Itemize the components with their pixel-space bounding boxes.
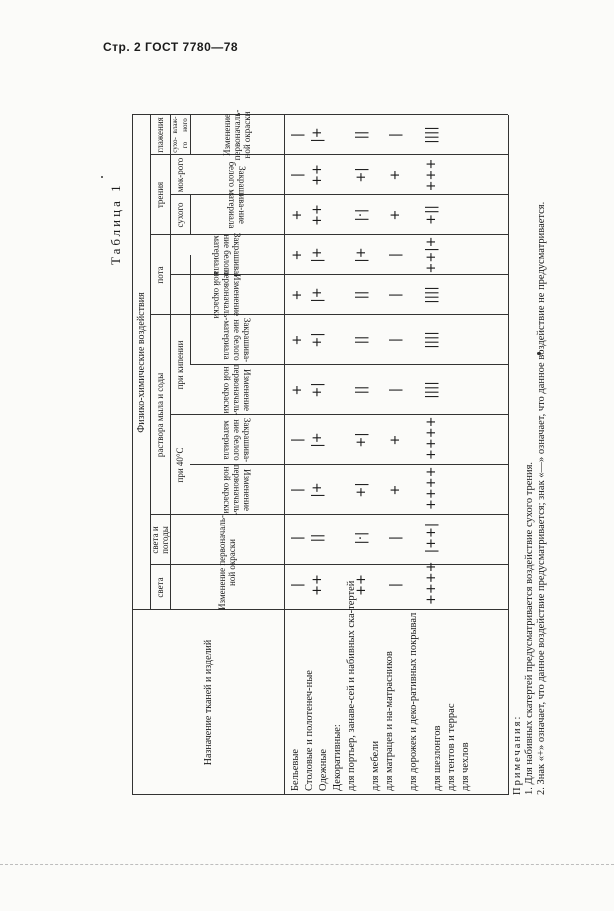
value-cell: |++|	[424, 522, 439, 554]
note-1: 1. Для набивных скатертей предусматривается воздействие сухого трения.	[524, 461, 535, 795]
row-name: Бельевые	[290, 748, 301, 791]
value-cell: +	[290, 249, 305, 261]
header-40: при 40°С	[175, 447, 185, 483]
value-cell: ||||	[424, 286, 439, 304]
value-cell: +|	[354, 167, 369, 183]
header-rub-wet: мок-рого	[175, 157, 185, 193]
value-cell: ++	[354, 574, 369, 596]
header-iron: глажения	[155, 117, 165, 153]
value-cell: +|	[354, 432, 369, 448]
value-cell: |	[388, 387, 403, 393]
value-cell: +	[290, 384, 305, 396]
speck	[101, 176, 103, 178]
header-rub-stain: Закрашива-ние белого материала	[227, 161, 247, 229]
header-40-stain: Закрашива-ние белого материала	[222, 417, 252, 463]
value-cell: ++|+	[424, 236, 439, 274]
value-cell: ||	[354, 130, 369, 140]
value-cell: +++	[424, 158, 439, 192]
value-cell: |	[290, 437, 305, 443]
row-name: Декоративные:	[332, 724, 343, 791]
value-cell: ++++	[424, 561, 439, 605]
table-title: Таблица 1	[108, 182, 123, 265]
header-boil-stain: Закрашива-ние белого материала	[222, 317, 252, 363]
value-cell: +	[388, 209, 403, 221]
value-cell: ||	[354, 290, 369, 300]
value-cell: ||	[310, 533, 325, 543]
value-cell: +|	[310, 332, 325, 348]
page-header: Стр. 2 ГОСТ 7780—78	[103, 40, 239, 54]
row-name: Одежные	[318, 748, 329, 791]
value-cell: ++	[310, 574, 325, 596]
header-boil-change: Изменение первоначаль-ной окраски	[222, 364, 252, 416]
value-cell: ++++	[424, 416, 439, 460]
header-physchem: Физико-химические воздействия	[135, 292, 147, 433]
value-cell: ++++	[424, 466, 439, 510]
header-sweat-stain: Закрашива-ние белого материала	[212, 232, 242, 278]
value-cell: |	[388, 292, 403, 298]
value-cell: |	[290, 132, 305, 138]
value-cell: |·|	[354, 531, 369, 545]
row-name: для портьер, занаве-сей и набивных ска-тертей	[346, 580, 357, 791]
value-cell: ||	[354, 385, 369, 395]
rotated-table-block	[108, 109, 547, 795]
data-table	[132, 109, 508, 795]
value-cell: |+	[354, 247, 369, 263]
notes-title: Примечания:	[512, 714, 523, 795]
value-cell: |	[388, 132, 403, 138]
value-cell: +|	[310, 382, 325, 398]
row-name: для шезлонгов	[432, 725, 443, 791]
row-name: Столовые и полотенеч-ные	[304, 670, 315, 791]
value-cell: |+	[310, 482, 325, 498]
row-name: для мебели	[370, 740, 381, 791]
value-cell: ++	[310, 164, 325, 186]
value-cell: +	[290, 289, 305, 301]
row-name: для чехлов	[460, 742, 471, 791]
header-light-weather: света и погоды	[150, 526, 170, 554]
value-cell: +	[388, 434, 403, 446]
row-name: для матрацев и на-матрасников	[384, 651, 395, 791]
header-iron-change: Изменение первоначаль-ной окраски	[222, 109, 252, 161]
value-cell: ++	[310, 204, 325, 226]
value-cell: ||	[354, 335, 369, 345]
value-cell: |	[388, 535, 403, 541]
frame-bottom	[508, 115, 509, 795]
notes-block	[512, 115, 548, 795]
value-cell: |	[290, 487, 305, 493]
header-boil: при кипении	[175, 340, 185, 390]
value-cell: +	[290, 334, 305, 346]
value-cell: +|	[354, 482, 369, 498]
header-iron-dry: сухо-го	[171, 137, 189, 153]
value-cell: |·|	[354, 208, 369, 222]
value-cell: +||	[424, 205, 439, 225]
note-2: 2. Знак «+» означает, что данное воздействие предусматривается; знак «—» означает, что данное воздействие не предусматривается.	[536, 201, 547, 795]
value-cell: |+	[310, 287, 325, 303]
header-40-change: Изменение первоначаль-ной окраски	[222, 464, 252, 516]
header-purpose: Назначение тканей и изделий	[202, 639, 214, 766]
header-light-change: Изменение первоначаль-ной окраски	[217, 515, 237, 610]
value-cell: ||||	[424, 381, 439, 399]
value-cell: |	[388, 252, 403, 258]
value-cell: +	[388, 484, 403, 496]
header-sweat-change: Изменение первоначаль-ной окраски	[212, 269, 242, 321]
header-soap: раствора мыла и соды	[155, 372, 165, 458]
value-cell: |+	[310, 432, 325, 448]
value-cell: |+	[310, 247, 325, 263]
value-cell: ||||	[424, 126, 439, 144]
value-cell: |	[388, 337, 403, 343]
value-cell: |	[290, 172, 305, 178]
value-cell: ||||	[424, 331, 439, 349]
header-sweat: пота	[155, 266, 165, 284]
value-cell: +	[388, 169, 403, 181]
value-cell: |	[290, 535, 305, 541]
header-rub: трения	[155, 181, 165, 209]
value-cell: |+	[310, 127, 325, 143]
header-iron-wet: влаж-ного	[171, 116, 189, 134]
value-cell: +	[290, 209, 305, 221]
header-rub-dry: сухого	[175, 202, 185, 228]
header-bottom-line	[284, 115, 285, 795]
scan-edge-line	[0, 864, 614, 865]
row-name: для дорожек и деко-ративных покрывал	[408, 612, 419, 791]
value-cell: |	[290, 582, 305, 588]
header-light: света	[155, 577, 165, 598]
value-cell: |	[388, 582, 403, 588]
row-name: для тентов и террас	[446, 703, 457, 791]
